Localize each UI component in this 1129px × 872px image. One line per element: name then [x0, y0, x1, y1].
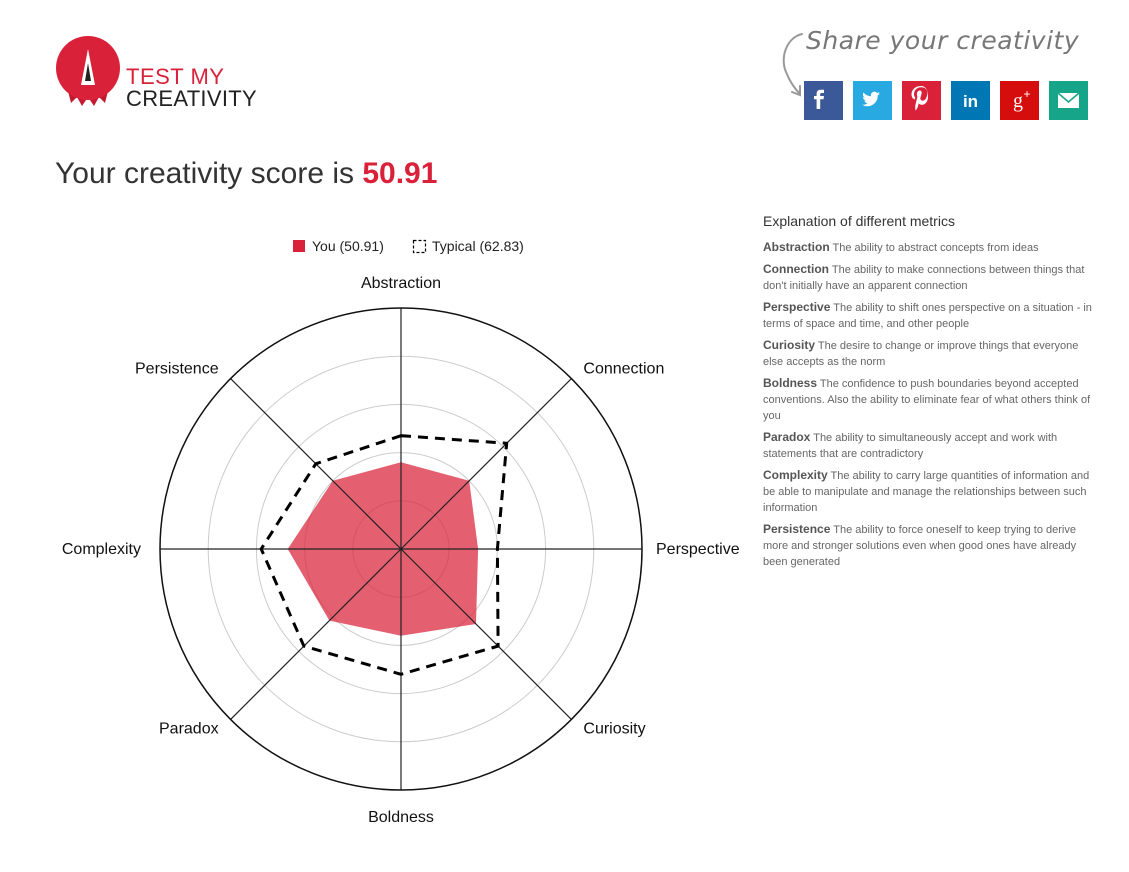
email-share-button[interactable] — [1049, 81, 1088, 120]
metric-name: Paradox — [763, 430, 811, 444]
logo-text-line2: CREATIVITY — [126, 86, 257, 111]
metric-description: The ability to abstract concepts from ideas — [832, 242, 1039, 254]
metric-boldness — [763, 375, 1093, 424]
facebook-icon — [804, 81, 843, 120]
axis-label-perspective: Perspective — [656, 541, 740, 558]
metric-explanations — [763, 213, 1093, 575]
metric-persistence — [763, 521, 1093, 570]
logo[interactable] — [55, 35, 255, 115]
metric-name: Abstraction — [763, 240, 830, 254]
explanations-title: Explanation of different metrics — [763, 213, 955, 229]
svg-text:g: g — [1013, 90, 1023, 112]
metric-name: Connection — [763, 262, 829, 276]
metric-abstraction — [763, 239, 1093, 256]
axis-line-curiosity — [401, 549, 571, 719]
metric-connection — [763, 261, 1093, 294]
metric-complexity — [763, 467, 1093, 516]
pinterest-icon — [902, 81, 941, 120]
score-value: 50.91 — [362, 157, 438, 190]
axis-label-paradox: Paradox — [159, 720, 219, 738]
metric-description: The desire to change or improve things that everyone else accepts as the norm — [763, 340, 1079, 368]
radar-chart — [0, 225, 760, 845]
svg-text:in: in — [962, 92, 979, 111]
metric-name: Complexity — [763, 468, 828, 482]
axis-label-persistence: Persistence — [135, 360, 219, 378]
googleplus-icon — [1000, 81, 1039, 120]
pinterest-share-button[interactable] — [902, 81, 941, 120]
legend-swatch-0 — [293, 240, 305, 252]
score-heading — [55, 157, 437, 191]
email-icon — [1049, 81, 1088, 120]
score-prefix: Your creativity score is — [55, 157, 363, 190]
share-buttons — [804, 81, 1098, 120]
axis-label-abstraction: Abstraction — [360, 275, 442, 292]
metric-name: Boldness — [763, 376, 818, 390]
metric-name: Persistence — [763, 522, 831, 536]
twitter-share-button[interactable] — [853, 81, 892, 120]
axis-label-connection: Connection — [583, 360, 665, 378]
linkedin-icon — [951, 81, 990, 120]
metric-curiosity — [763, 337, 1093, 370]
explanations-list — [763, 239, 1093, 570]
share-label: Share your creativity — [806, 26, 1080, 55]
linkedin-share-button[interactable] — [951, 81, 990, 120]
metric-description: The confidence to push boundaries beyond accepted conventions. Also the ability to eliminate fear of what others think of you — [763, 378, 1091, 422]
metric-description: The ability to carry large quantities of information and be able to manipulate and manage the relationships between such information — [763, 470, 1090, 514]
metric-paradox — [763, 429, 1093, 462]
axis-label-complexity: Complexity — [61, 541, 141, 558]
share-panel — [778, 24, 1098, 124]
twitter-icon — [853, 81, 892, 120]
metric-name: Perspective — [763, 300, 831, 314]
legend-swatch-1 — [414, 241, 426, 253]
axis-label-curiosity: Curiosity — [583, 720, 646, 738]
googleplus-share-button[interactable] — [1000, 81, 1039, 120]
legend-label-1: Typical (62.83) — [432, 238, 524, 254]
logo-badge-icon — [55, 35, 125, 110]
axis-line-connection — [401, 379, 571, 549]
logo-text-line1: TEST MY — [126, 64, 225, 89]
metric-description: The ability to make connections between things that don't initially have an apparent connection — [763, 264, 1085, 292]
metric-name: Curiosity — [763, 338, 816, 352]
metric-description: The ability to force oneself to keep trying to derive more and stronger solutions even when good ones have already been generated — [763, 524, 1077, 568]
svg-text:+: + — [1023, 87, 1031, 101]
legend-label-0: You (50.91) — [312, 238, 384, 254]
facebook-share-button[interactable] — [804, 81, 843, 120]
metric-description: The ability to shift ones perspective on a situation - in terms of space and time, and other people — [763, 302, 1092, 330]
metric-perspective — [763, 299, 1093, 332]
metric-description: The ability to simultaneously accept and work with statements that are contradictory — [763, 432, 1058, 460]
axis-label-boldness: Boldness — [368, 809, 434, 826]
